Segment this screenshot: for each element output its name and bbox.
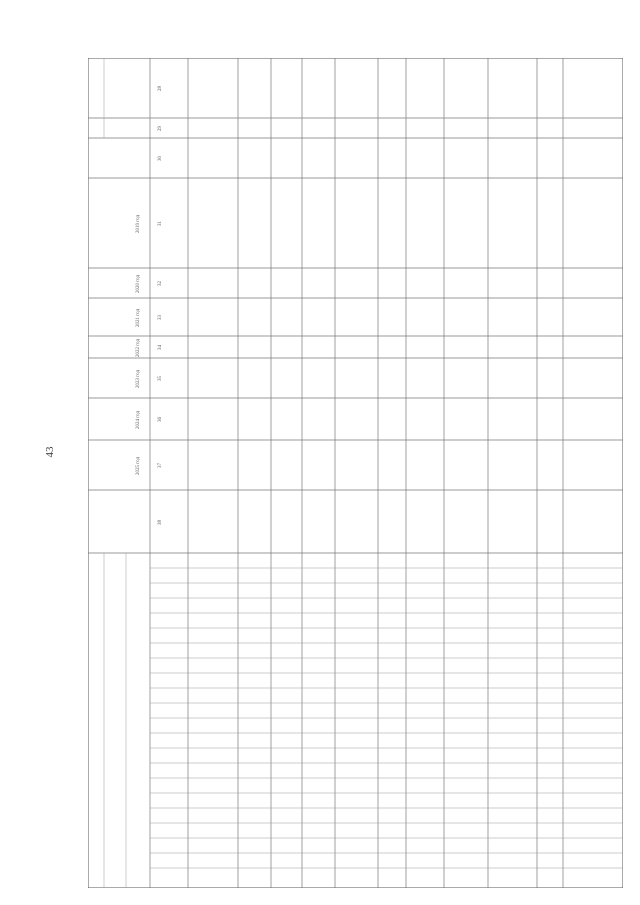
column-number: 36 (158, 417, 163, 422)
column-number: 32 (158, 281, 163, 286)
column-number: 38 (158, 519, 163, 525)
column-number: 33 (158, 315, 163, 320)
page-number: 43 (44, 446, 56, 458)
table-grid (88, 58, 623, 888)
column-number: 28 (158, 86, 163, 91)
year-header: 2025 год (136, 456, 141, 475)
column-number: 30 (158, 156, 163, 161)
year-header: 2019 год (136, 214, 141, 233)
year-header: 2022 год (136, 338, 141, 357)
year-header: 2020 год (136, 274, 141, 293)
column-number: 34 (158, 345, 163, 350)
column-number: 37 (158, 463, 163, 468)
column-number: 31 (158, 221, 163, 226)
column-number: 35 (158, 376, 163, 381)
document-table (88, 58, 623, 888)
year-header: 2021 год (136, 308, 141, 327)
column-number: 29 (158, 126, 163, 131)
year-header: 2024 год (136, 410, 141, 429)
year-header: 2023 год (136, 369, 141, 388)
